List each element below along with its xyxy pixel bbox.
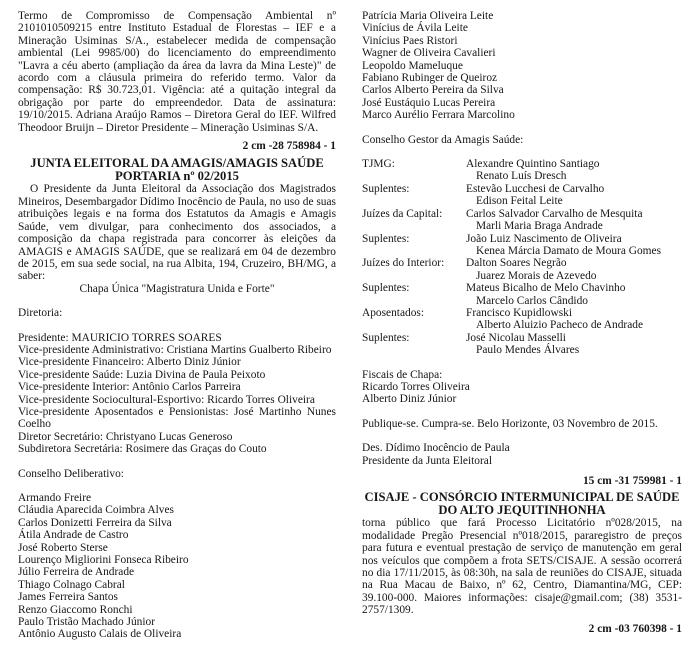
role-label: TJMG: — [362, 158, 395, 171]
list-item: Leopoldo Mameluque — [362, 59, 463, 72]
list-item: Alberto Diniz Júnior — [362, 393, 457, 406]
member-name: Estevão Lucchesi de Carvalho — [466, 182, 605, 195]
list-item: José Eustáquio Lucas Pereira — [362, 96, 496, 109]
role-label: Suplentes: — [362, 232, 410, 245]
member-name: Renato Luís Dresch — [476, 170, 567, 183]
member-name: Carlos Salvador Carvalho de Mesquita — [466, 207, 643, 220]
compensation-notice: Termo de Compromisso de Compensação Ambiental nº 2101010509215 entre Instituto Estadual de Florestas – IEF e a Mineração Usiminas S/A., estabelecer medida de compensação ambiental (Lei 9985/00) do licenciamento do empreendimento "Lavra a céu aberto (ampliação da área da lavra da Mina Leste)" de acordo com a cláusula primeira do referido termo. Valor da compensação: R$ 30.723,01. Vigência: até a quitação integral da obrigação por parte do empreendedor. Data de assinatura: 19/10/2015. Adriana Araújo Ramos – Diretora Geral do IEF. Wilfred Theodoor Bruijn – Diretor Presidente – Mineração Usiminas S/A. — [18, 10, 336, 134]
list-item: Paulo Tristão Machado Júnior — [18, 616, 156, 629]
list-item: José Roberto Sterse — [18, 541, 108, 554]
list-item: Patrícia Maria Oliveira Leite — [362, 10, 494, 22]
board-list — [18, 332, 336, 456]
list-item: Vice-presidente Sociocultural-Esportivo: Ricardo Torres Oliveira — [18, 393, 315, 406]
member-name: Edison Feital Leite — [476, 195, 563, 208]
list-item: Vinícius de Ávila Leite — [362, 22, 468, 35]
council-list — [18, 492, 336, 641]
inspectors-heading: Fiscais de Chapa: — [362, 368, 443, 381]
list-item: Vice-presidente Interior: Antônio Carlos Parreira — [18, 381, 241, 394]
list-item: Fabiano Rubinger de Queiroz — [362, 72, 498, 85]
ad-reference: 15 cm -31 759981 - 1 — [582, 475, 682, 487]
list-item: Presidente: MAURICIO TORRES SOARES — [18, 331, 222, 344]
list-item: Vinícius Paes Ristori — [362, 34, 458, 47]
council-list-continued — [362, 10, 682, 122]
list-item: Lourenço Migliorini Fonseca Ribeiro — [18, 554, 189, 567]
role-label: Aposentados: — [362, 306, 425, 319]
ad-reference: 2 cm -28 758984 - 1 — [242, 140, 336, 153]
list-item: Marco Aurélio Ferrara Marcolino — [362, 109, 515, 122]
member-name: Kenea Márcia Damato de Moura Gomes — [476, 244, 662, 257]
ad-reference: 2 cm -03 760398 - 1 — [588, 622, 682, 635]
list-item: Vice-presidente Financeiro: Alberto Diniz Júnior — [18, 356, 241, 369]
list-item: Subdiretora Secretária: Rosimere das Graças do Couto — [18, 443, 267, 456]
list-item: James Ferreira Santos — [18, 591, 118, 604]
list-item: Vice-presidente Saúde: Luzia Divina de Paula Peixoto — [18, 368, 266, 381]
member-name: José Nicolau Masselli — [466, 331, 566, 344]
role-label: Suplentes: — [362, 182, 410, 195]
cisaje-subtitle: DO ALTO JEQUITINHONHA — [438, 503, 606, 518]
council-heading: Conselho Deliberativo: — [18, 467, 124, 480]
list-item: Átila Andrade de Castro — [18, 529, 129, 542]
list-item: Armando Freire — [18, 492, 92, 504]
right-column — [362, 10, 682, 635]
list-item: Júlio Ferreira de Andrade — [18, 566, 135, 579]
list-item: Renzo Giaccomo Ronchi — [18, 603, 133, 616]
role-label: Suplentes: — [362, 331, 410, 344]
member-name: Juarez Morais de Azevedo — [476, 269, 597, 282]
list-item: Antônio Augusto Calais de Oliveira — [18, 628, 182, 641]
list-item: Diretor Secretário: Christyano Lucas Generoso — [18, 430, 233, 443]
list-item: Vice-presidente Aposentados e Pensionistas: José Martinho Nunes Coelho — [18, 405, 336, 431]
board-heading: Diretoria: — [18, 307, 63, 320]
member-name: Marli Maria Braga Andrade — [476, 220, 603, 233]
slate-name: Chapa Única "Magistratura Unida e Forte" — [79, 282, 275, 295]
role-label: Juízes do Interior: — [362, 257, 445, 270]
member-name: Marcelo Carlos Cândido — [476, 294, 588, 307]
role-label: Suplentes: — [362, 282, 410, 295]
list-item: Cláudia Aparecida Coimbra Alves — [18, 504, 174, 517]
member-name: Alexandre Quintino Santiago — [466, 158, 600, 171]
notice-title: JUNTA ELEITORAL DA AMAGIS/AMAGIS SAÚDE — [30, 156, 324, 171]
cisaje-title: CISAJE - CONSÓRCIO INTERMUNICIPAL DE SAÚDE — [364, 490, 680, 505]
publication-line: Publique-se. Cumpra-se. Belo Horizonte, 03 Novembro de 2015. — [362, 417, 658, 430]
member-name: Paulo Mendes Álvares — [476, 344, 580, 357]
ordinance-title: PORTARIA nº 02/2015 — [115, 169, 239, 184]
list-item: Carlos Donizetti Ferreira da Silva — [18, 516, 172, 529]
role-label: Juízes da Capital: — [362, 207, 443, 220]
cisaje-notice: torna público que fará Processo Licitatório nº028/2015, na modalidade Pregão Presencial nº018/2015, pararegistro de preços para futura e eventual prestação de serviço de manutenção em geral nos veículos que compõem a frota SETS/CISAJE. A sessão ocorrerá no dia 17/11/2015, às 08:30h, na sala de reuniões do CISAJE, situada na Rua Macau de Baixo, nº 62, Centro, Diamantina/MG, CEP: 39.100-000. Maiores informações: cisaje@gmail.com; (38) 3531-2757/1309. — [362, 517, 682, 617]
member-name: Francisco Kupidlowski — [466, 306, 572, 319]
signer-role: Presidente da Junta Eleitoral — [362, 454, 493, 467]
health-council-heading: Conselho Gestor da Amagis Saúde: — [362, 133, 524, 146]
health-council-table — [362, 158, 682, 357]
member-name: Dalton Soares Negrão — [466, 257, 567, 270]
left-column — [18, 10, 336, 641]
member-name: João Luiz Nascimento de Oliveira — [466, 232, 622, 245]
list-item: Thiago Colnago Cabral — [18, 578, 125, 591]
list-item: Vice-presidente Administrativo: Cristiana Martins Gualberto Ribeiro — [18, 343, 332, 356]
signer-name: Des. Dídimo Inocêncio de Paula — [362, 442, 510, 455]
list-item: Carlos Alberto Pereira da Silva — [362, 84, 504, 97]
list-item: Wagner de Oliveira Cavalieri — [362, 47, 496, 60]
member-name: Mateus Bicalho de Melo Chavinho — [466, 282, 626, 295]
member-name: Alberto Aluizio Pacheco de Andrade — [476, 319, 644, 332]
ordinance-body: O Presidente da Junta Eleitoral da Associação dos Magistrados Mineiros, Desembargador Dídimo Inocêncio de Paula, no uso de suas atribuições legais e na forma dos Estatutos da Amagis e Amagis Saúde, vem divulgar, para conhecimento dos associados, a composição da chapa registrada para concorrer às eleições da AMAGIS e AMAGIS SAÚDE, que se realizará em 04 de dezembro de 2015, em sua sede social, na rua Albita, 194, Cruzeiro, BH/MG, a saber: — [18, 183, 336, 283]
list-item: Ricardo Torres Oliveira — [362, 380, 470, 393]
